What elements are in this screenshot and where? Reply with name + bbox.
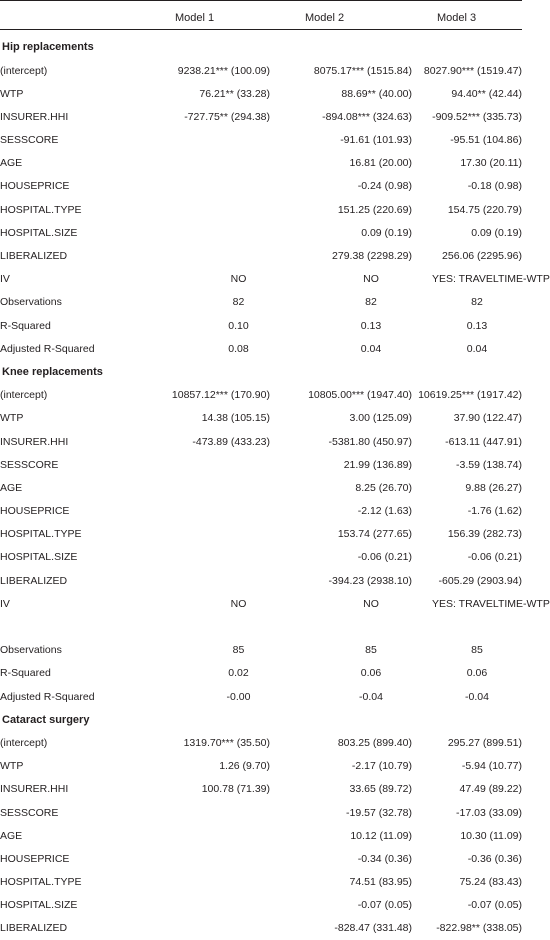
- model-3-value: 0.13: [466, 319, 488, 332]
- row-label: Adjusted R-Squared: [0, 342, 95, 355]
- table-row: [0, 175, 522, 198]
- table-row: [0, 198, 522, 221]
- model-3-value: 47.49 (89.22): [459, 783, 522, 796]
- table-row: [0, 453, 522, 476]
- table-row: [0, 523, 522, 546]
- model-2-value: 803.25 (899.40): [337, 736, 412, 749]
- model-3-value: 10619.25*** (1917.42): [418, 389, 522, 402]
- table-row: [0, 222, 522, 245]
- table-row: [0, 291, 522, 314]
- section-title: Cataract surgery: [2, 713, 90, 726]
- row-label: (intercept): [0, 64, 48, 77]
- table-row: [0, 778, 522, 801]
- row-label: LIBERALIZED: [0, 250, 68, 263]
- table-row: [0, 755, 522, 778]
- model-1-value: [137, 523, 270, 546]
- model-3-value: -0.06 (0.21): [467, 551, 522, 564]
- model-2-value: -0.06 (0.21): [357, 551, 412, 564]
- table-row: [0, 569, 522, 592]
- model-1-value: 0.10: [228, 319, 249, 332]
- model-2-value: -828.47 (331.48): [334, 922, 412, 935]
- table-row: [0, 384, 522, 407]
- row-label: HOUSEPRICE: [0, 852, 70, 865]
- model-3-value: 8027.90*** (1519.47): [423, 64, 522, 77]
- row-label: HOSPITAL.TYPE: [0, 528, 82, 541]
- model-2-value: 82: [365, 296, 377, 309]
- table-row: [0, 82, 522, 105]
- model-1-value: [137, 175, 270, 198]
- row-label: HOSPITAL.TYPE: [0, 203, 82, 216]
- header-model-2: Model 2: [305, 12, 345, 24]
- table-row: [0, 500, 522, 523]
- model-2-value: 153.74 (277.65): [337, 528, 412, 541]
- table-row: [0, 407, 522, 430]
- model-2-value: -0.07 (0.05): [357, 899, 412, 912]
- model-2-value: NO: [363, 273, 379, 286]
- model-1-value: 85: [232, 644, 245, 657]
- table-row: [0, 106, 522, 129]
- table-row: [0, 848, 522, 871]
- model-3-value: 0.06: [466, 667, 488, 680]
- model-2-value: 151.25 (220.69): [337, 203, 412, 216]
- row-label: WTP: [0, 87, 24, 100]
- model-3-value: 85: [471, 644, 483, 657]
- table-row: [0, 152, 522, 175]
- row-label: AGE: [0, 829, 23, 842]
- table-row: [0, 685, 522, 708]
- model-3-value: 0.04: [466, 342, 488, 355]
- model-2-value: -2.12 (1.63): [357, 505, 412, 518]
- table-row: [0, 268, 522, 291]
- table-row: [0, 430, 522, 453]
- table-row: [0, 59, 522, 82]
- table-row: [0, 732, 522, 755]
- model-2-value: -19.57 (32.78): [346, 806, 412, 819]
- row-label: HOSPITAL.TYPE: [0, 876, 82, 889]
- header-model-1: Model 1: [175, 12, 215, 24]
- row-label: HOSPITAL.SIZE: [0, 226, 78, 239]
- model-3-value: 295.27 (899.51): [447, 736, 522, 749]
- model-3-value: 82: [471, 296, 483, 309]
- model-2-value: -2.17 (10.79): [351, 760, 412, 773]
- model-3-value: [412, 616, 522, 639]
- model-2-value: -894.08*** (324.63): [322, 110, 412, 123]
- model-1-value: [137, 546, 270, 569]
- row-label: SESSCORE: [0, 806, 59, 819]
- model-3-value: 9.88 (26.27): [465, 481, 522, 494]
- model-1-value: 10857.12*** (170.90): [171, 389, 270, 402]
- model-2-value: -91.61 (101.93): [340, 134, 412, 147]
- section-header: [0, 36, 522, 59]
- model-1-value: [137, 917, 270, 940]
- row-label: INSURER.HHI: [0, 783, 69, 796]
- model-1-value: 1.26 (9.70): [219, 760, 270, 773]
- model-1-value: [137, 848, 270, 871]
- model-2-value: 88.69** (40.00): [341, 87, 412, 100]
- row-label: INSURER.HHI: [0, 110, 69, 123]
- model-1-value: [137, 569, 270, 592]
- model-1-value: NO: [230, 597, 247, 610]
- model-3-value: -0.07 (0.05): [467, 899, 522, 912]
- table-row: [0, 824, 522, 847]
- table-top-rule: [0, 0, 522, 1]
- model-2-value: [270, 616, 412, 639]
- row-label: (intercept): [0, 736, 48, 749]
- table-row: [0, 337, 522, 360]
- model-2-value: -0.04: [359, 690, 383, 703]
- model-1-value: 1319.70*** (35.50): [183, 736, 270, 749]
- model-3-value: -1.76 (1.62): [467, 505, 522, 518]
- row-label: R-Squared: [0, 319, 51, 332]
- model-1-value: 14.38 (105.15): [201, 412, 270, 425]
- model-2-value: -5381.80 (450.97): [328, 435, 412, 448]
- model-1-value: 100.78 (71.39): [201, 783, 270, 796]
- model-2-value: -394.23 (2938.10): [328, 574, 412, 587]
- model-3-value: -17.03 (33.09): [456, 806, 522, 819]
- model-2-value: 74.51 (83.95): [349, 876, 412, 889]
- row-label: IV: [0, 597, 10, 610]
- model-1-value: -473.89 (433.23): [192, 435, 270, 448]
- table-row: [0, 871, 522, 894]
- model-1-value: [137, 894, 270, 917]
- model-3-value: 75.24 (83.43): [459, 876, 522, 889]
- model-3-value: -613.11 (447.91): [445, 435, 522, 448]
- table-row: [0, 314, 522, 337]
- model-2-value: 3.00 (125.09): [349, 412, 412, 425]
- model-1-value: [137, 129, 270, 152]
- model-3-value: -5.94 (10.77): [461, 760, 522, 773]
- model-3-value: -3.59 (138.74): [456, 458, 522, 471]
- model-3-value: 0.09 (0.19): [471, 226, 522, 239]
- model-3-value: -909.52*** (335.73): [432, 110, 522, 123]
- model-3-value: 94.40** (42.44): [451, 87, 522, 100]
- model-3-value: -0.18 (0.98): [467, 180, 522, 193]
- model-1-value: [137, 222, 270, 245]
- model-2-value: NO: [363, 597, 379, 610]
- table-row: [0, 801, 522, 824]
- row-label: R-Squared: [0, 667, 51, 680]
- row-label: SESSCORE: [0, 134, 59, 147]
- model-3-value: -0.04: [465, 690, 489, 703]
- model-1-value: [137, 477, 270, 500]
- model-1-value: 0.02: [228, 667, 249, 680]
- table-row: [0, 477, 522, 500]
- row-label: Observations: [0, 296, 62, 309]
- row-label: WTP: [0, 412, 24, 425]
- row-label: HOSPITAL.SIZE: [0, 899, 78, 912]
- model-3-value: YES: TRAVELTIME-WTP: [432, 273, 550, 286]
- results-table: [0, 24, 550, 940]
- model-3-value: -95.51 (104.86): [450, 134, 522, 147]
- model-1-value: [137, 245, 270, 268]
- model-1-value: -0.00: [226, 690, 251, 703]
- model-3-value: -0.36 (0.36): [467, 852, 522, 865]
- model-2-value: 8075.17*** (1515.84): [313, 64, 412, 77]
- row-label: IV: [0, 273, 10, 286]
- table-row: [0, 662, 522, 685]
- row-label: LIBERALIZED: [0, 574, 68, 587]
- model-3-value: 37.90 (122.47): [453, 412, 522, 425]
- row-label: INSURER.HHI: [0, 435, 69, 448]
- table-row: [0, 129, 522, 152]
- section-title: Hip replacements: [2, 41, 94, 54]
- row-label: [0, 616, 137, 639]
- model-2-value: 0.13: [360, 319, 382, 332]
- model-1-value: 9238.21*** (100.09): [177, 64, 270, 77]
- model-1-value: 0.08: [228, 342, 249, 355]
- model-1-value: [137, 801, 270, 824]
- model-3-value: 156.39 (282.73): [447, 528, 522, 541]
- model-1-value: [137, 152, 270, 175]
- model-1-value: [137, 500, 270, 523]
- model-2-value: 21.99 (136.89): [343, 458, 412, 471]
- model-3-value: -822.98** (338.05): [436, 922, 522, 935]
- spacer-row: [0, 616, 522, 639]
- header-model-3: Model 3: [437, 12, 477, 24]
- model-1-value: 82: [232, 296, 245, 309]
- table-row: [0, 917, 522, 940]
- model-3-value: -605.29 (2903.94): [438, 574, 522, 587]
- section-header: [0, 361, 522, 384]
- table-row: [0, 245, 522, 268]
- model-2-value: -0.34 (0.36): [357, 852, 412, 865]
- table-row: [0, 593, 522, 616]
- model-2-value: 10.12 (11.09): [350, 829, 412, 842]
- row-label: LIBERALIZED: [0, 922, 68, 935]
- row-label: (intercept): [0, 389, 48, 402]
- model-2-value: 0.09 (0.19): [361, 226, 412, 239]
- row-label: HOUSEPRICE: [0, 505, 70, 518]
- row-label: Observations: [0, 644, 62, 657]
- row-label: AGE: [0, 481, 23, 494]
- row-label: Adjusted R-Squared: [0, 690, 95, 703]
- model-3-value: 256.06 (2295.96): [442, 250, 522, 263]
- model-2-value: 0.04: [360, 342, 382, 355]
- table-row: [0, 894, 522, 917]
- model-3-value: 10.30 (11.09): [460, 829, 522, 842]
- row-label: SESSCORE: [0, 458, 59, 471]
- table-row: [0, 639, 522, 662]
- model-3-value: 17.30 (20.11): [460, 157, 522, 170]
- model-1-value: NO: [230, 273, 247, 286]
- model-2-value: 10805.00*** (1947.40): [308, 389, 412, 402]
- model-3-value: YES: TRAVELTIME-WTP: [432, 597, 550, 610]
- model-2-value: -0.24 (0.98): [357, 180, 412, 193]
- model-1-value: [137, 824, 270, 847]
- model-1-value: [137, 198, 270, 221]
- section-title: Knee replacements: [2, 365, 103, 378]
- row-label: AGE: [0, 157, 23, 170]
- model-2-value: 279.38 (2298.29): [332, 250, 412, 263]
- model-2-value: 0.06: [360, 667, 382, 680]
- model-2-value: 33.65 (89.72): [349, 783, 412, 796]
- model-2-value: 85: [365, 644, 377, 657]
- model-1-value: [137, 616, 270, 639]
- row-label: WTP: [0, 760, 24, 773]
- model-1-value: [137, 871, 270, 894]
- model-1-value: -727.75** (294.38): [184, 110, 270, 123]
- model-1-value: 76.21** (33.28): [199, 87, 270, 100]
- model-2-value: 8.25 (26.70): [355, 481, 412, 494]
- row-label: HOUSEPRICE: [0, 180, 70, 193]
- section-header: [0, 708, 522, 731]
- model-3-value: 154.75 (220.79): [447, 203, 522, 216]
- model-1-value: [137, 453, 270, 476]
- model-2-value: 16.81 (20.00): [349, 157, 412, 170]
- table-row: [0, 546, 522, 569]
- row-label: HOSPITAL.SIZE: [0, 551, 78, 564]
